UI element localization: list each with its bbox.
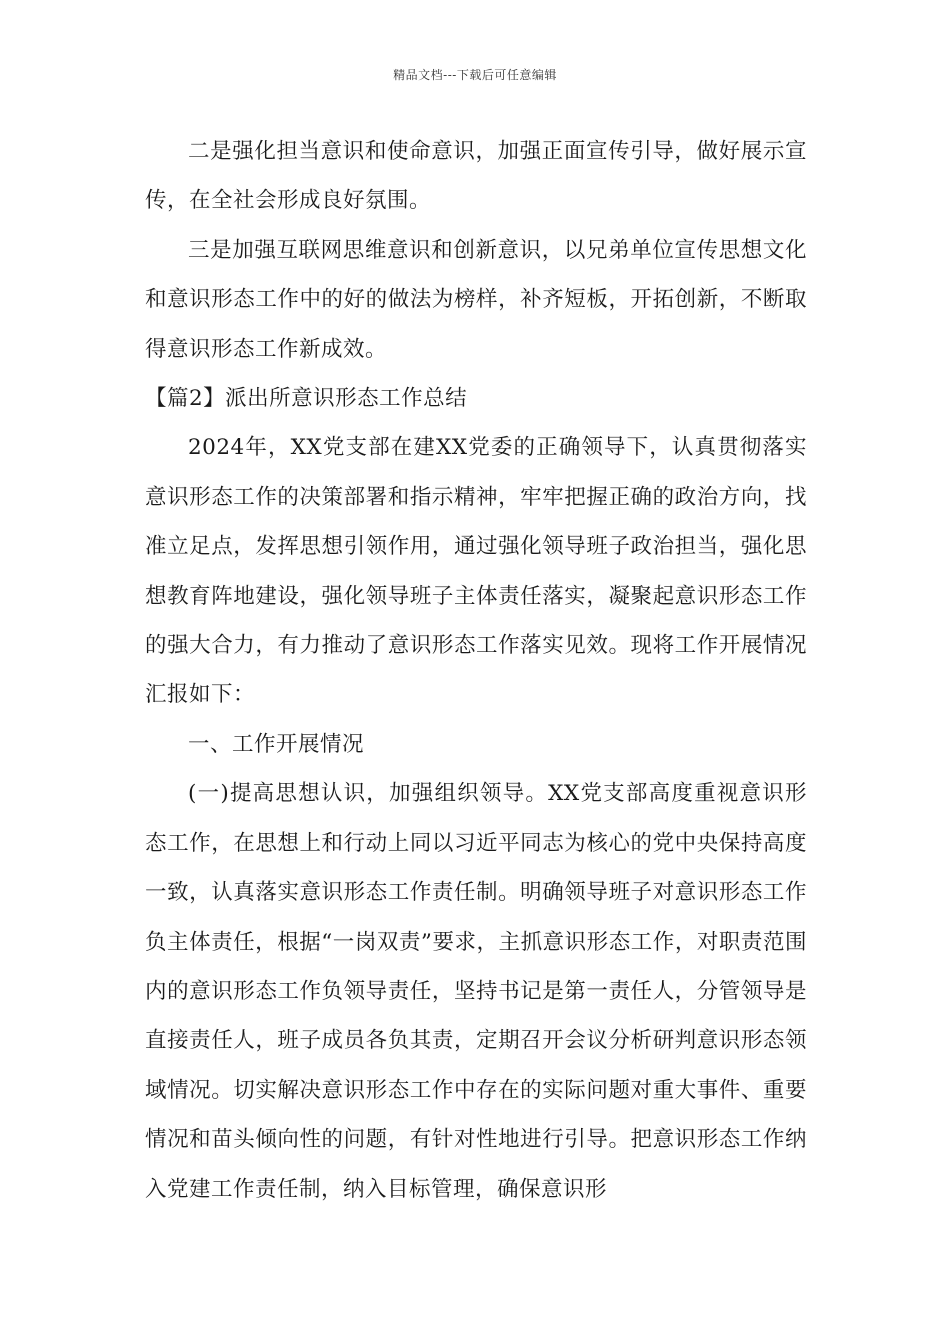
section-heading-article-2: 【篇2】派出所意识形态工作总结 — [145, 386, 468, 412]
paragraph-point-two: 二是强化担当意识和使命意识，加强正面宣传引导，做好展示宣传，在全社会形成良好氛围。 — [145, 139, 807, 214]
page-header: 精品文档---下载后可任意编辑 — [393, 68, 557, 82]
document-body — [145, 127, 807, 1214]
paragraph-intro-2024: 2024年，XX党支部在建XX党委的正确领导下，认真贯彻落实意识形态工作的决策部署和指示精神，牢牢把握正确的政治方向，找准立足点，发挥思想引领作用，通过强化领导班子政治担当，强化思想教育阵地建设，强化领导班子主体责任落实，凝聚起意识形态工作的强大合力，有力推动了意识形态工作落实见效。现将工作开展情况汇报如下： — [145, 435, 807, 708]
paragraph-item-one: (一)提高思想认识，加强组织领导。XX党支部高度重视意识形态工作，在思想上和行动上同以习近平同志为核心的党中央保持高度一致，认真落实意识形态工作责任制。明确领导班子对意识形态工作负主体责任，根据“一岗双责”要求，主抓意识形态工作，对职责范围内的意识形态工作负领导责任，坚持书记是第一责任人，分管领导是直接责任人，班子成员各负其责，定期召开会议分析研判意识形态领域情况。切实解决意识形态工作中存在的实际问题对重大事件、重要情况和苗头倾向性的问题，有针对性地进行引导。把意识形态工作纳入党建工作责任制，纳入目标管理，确保意识形 — [145, 781, 807, 1202]
heading-work-progress: 一、工作开展情况 — [188, 731, 365, 757]
paragraph-point-three: 三是加强互联网思维意识和创新意识，以兄弟单位宣传思想文化和意识形态工作中的好的做法为榜样，补齐短板，开拓创新，不断取得意识形态工作新成效。 — [145, 237, 807, 362]
